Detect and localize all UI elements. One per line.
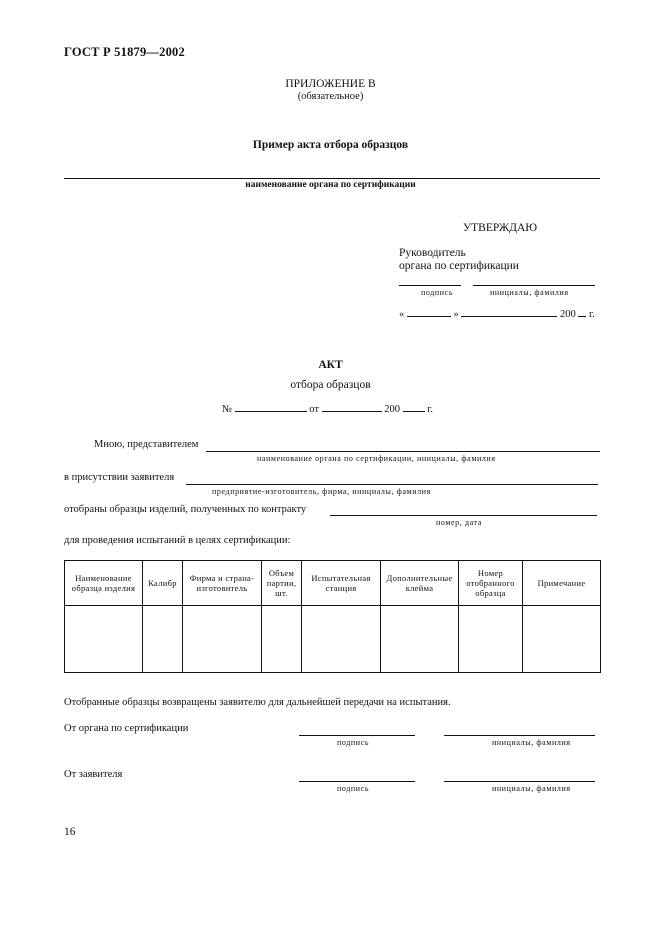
cell-sample-name[interactable] (65, 606, 143, 673)
header-manufacturer: Фирма и страна-изготовитель (183, 561, 262, 606)
samples-table (64, 560, 601, 673)
page-number: 16 (64, 826, 76, 838)
applicant-initials-caption: инициалы, фамилия (492, 784, 571, 793)
date-month-blank[interactable] (461, 316, 557, 317)
act-number-row (222, 404, 433, 415)
purpose-label: для проведения испытаний в целях сертификации: (64, 535, 291, 546)
applicant-signature-caption: подпись (337, 784, 370, 793)
presence-label: в присутствии заявителя (64, 472, 175, 483)
header-lot-volume: Объем партии, шт. (262, 561, 302, 606)
returned-text: Отобранные образцы возвращены заявителю для дальнейшей передачи на испытания. (64, 697, 451, 708)
presence-caption: предприятие-изготовитель, фирма, инициалы, фамилия (212, 487, 431, 496)
appendix-note: (обязательное) (297, 91, 364, 102)
cell-lot-volume[interactable] (262, 606, 302, 673)
head-signature-line (399, 285, 461, 286)
date-day-blank[interactable] (407, 316, 451, 317)
cell-manufacturer[interactable] (183, 606, 262, 673)
standard-header: ГОСТ Р 51879—2002 (64, 45, 185, 59)
head-initials-caption: инициалы, фамилия (490, 288, 569, 297)
cell-caliber[interactable] (143, 606, 183, 673)
header-note: Примечание (523, 561, 601, 606)
org-signature-line[interactable] (299, 735, 415, 736)
header-caliber: Калибр (143, 561, 183, 606)
approve-label: УТВЕРЖДАЮ (463, 222, 538, 234)
table-row (65, 606, 601, 673)
contract-line[interactable] (330, 515, 597, 516)
act-date-blank[interactable] (322, 411, 382, 412)
appendix-title: ПРИЛОЖЕНИЕ В (285, 78, 376, 90)
cell-sample-number[interactable] (459, 606, 523, 673)
selected-label: отобраны образцы изделий, полученных по контракту (64, 504, 307, 515)
me-rep-caption: наименование органа по сертификации, инициалы, фамилия (257, 454, 496, 463)
from-org-label: От органа по сертификации (64, 723, 189, 734)
org-name-caption: наименование органа по сертификации (245, 180, 416, 190)
date-year-suffix: г. (589, 309, 595, 320)
contract-caption: номер, дата (436, 518, 482, 527)
header-test-station: Испытательная станция (302, 561, 381, 606)
org-initials-caption: инициалы, фамилия (492, 738, 571, 747)
act-number-blank[interactable] (235, 411, 307, 412)
head-initials-line (473, 285, 595, 286)
head-title-line1: Руководитель (399, 247, 466, 259)
date-year: 200 (560, 309, 576, 320)
date-close-quote: » (453, 309, 459, 320)
act-year: 200 (384, 404, 400, 415)
header-sample-name: Наименование образца изделия (65, 561, 143, 606)
header-extra-marks: Дополнительные клейма (381, 561, 459, 606)
org-name-line (64, 178, 600, 179)
org-initials-line[interactable] (444, 735, 595, 736)
cell-note[interactable] (523, 606, 601, 673)
table-header-row (65, 561, 601, 606)
cell-extra-marks[interactable] (381, 606, 459, 673)
act-subtitle: отбора образцов (290, 379, 371, 391)
head-signature-caption: подпись (421, 288, 454, 297)
applicant-signature-line[interactable] (299, 781, 415, 782)
date-year-blank[interactable] (578, 316, 586, 317)
example-title: Пример акта отбора образцов (252, 139, 409, 151)
me-rep-line[interactable] (206, 451, 600, 452)
from-word: от (309, 404, 319, 415)
number-sign: № (222, 404, 233, 415)
applicant-initials-line[interactable] (444, 781, 595, 782)
act-year-suffix: г. (427, 404, 433, 415)
org-signature-caption: подпись (337, 738, 370, 747)
act-year-blank[interactable] (403, 411, 425, 412)
cell-test-station[interactable] (302, 606, 381, 673)
me-rep-label: Мною, представителем (94, 439, 199, 450)
act-title: АКТ (318, 359, 343, 371)
date-open-quote: « (399, 309, 405, 320)
presence-line[interactable] (186, 484, 598, 485)
approval-date (399, 309, 595, 320)
from-applicant-label: От заявителя (64, 769, 123, 780)
header-sample-number: Номер отобранного образца (459, 561, 523, 606)
head-title-line2: органа по сертификации (399, 260, 519, 272)
